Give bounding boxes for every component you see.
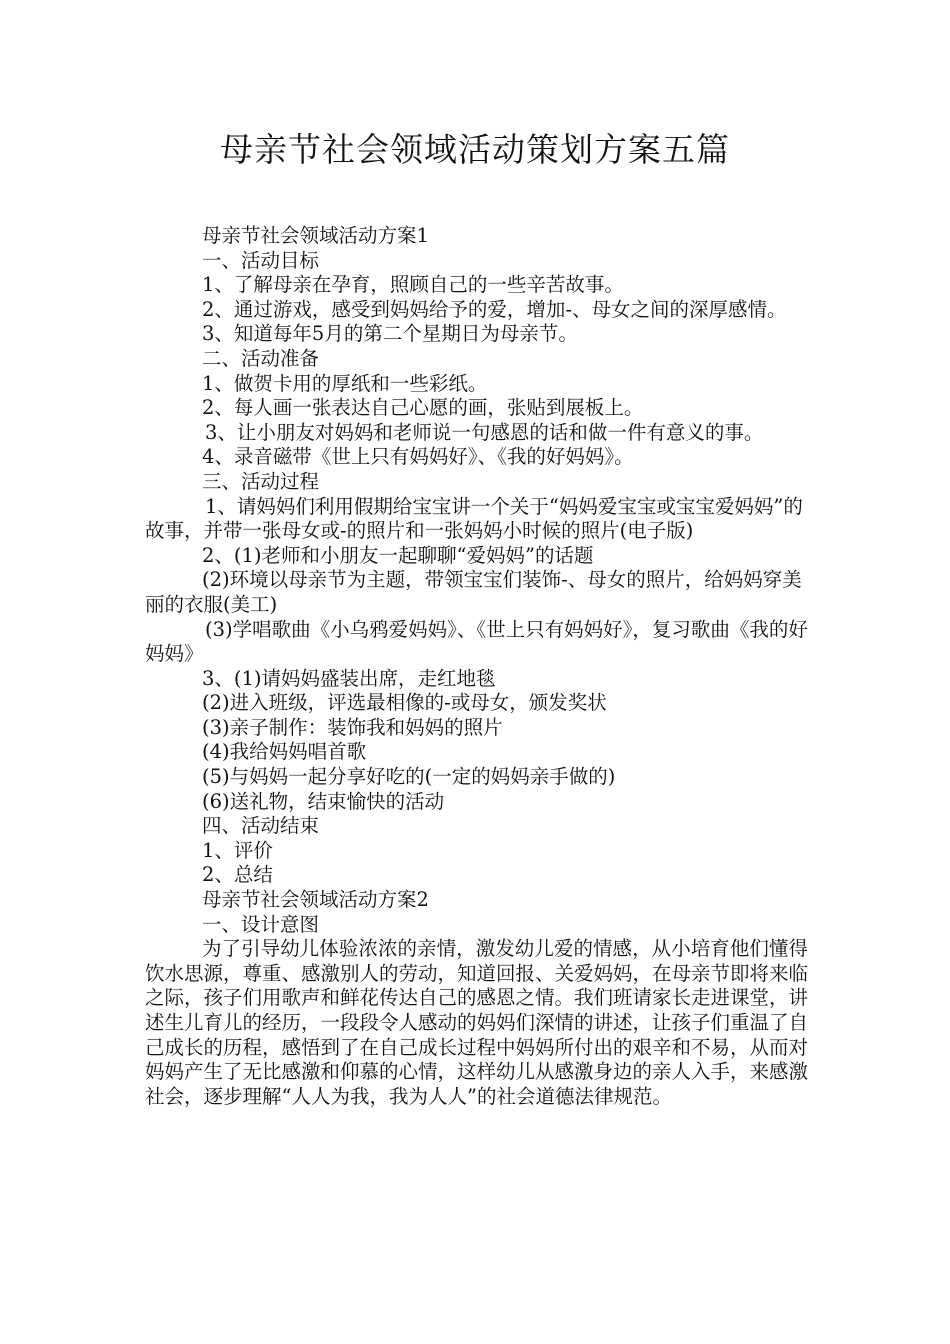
list-item: 2、(1)老师和小朋友一起聊聊“爱妈妈”的话题: [202, 543, 594, 567]
body-paragraph: 为了引导幼儿体验浓浓的亲情，激发幼儿爱的情感，从小培育他们懂得饮水思源，尊重、感激别人的劳动，知道回报、关爱妈妈，在母亲节即将来临之际，孩子们用歌声和鲜花传达自己的感恩之情。我们班请家长走进课堂，讲述生儿育儿的经历，一段段令人感动的妈妈们深情的讲述，让孩子们重温了自己成长的历程，感悟到了在自己成长过程中妈妈所付出的艰辛和不易，从而对妈妈产生了无比感激和仰慕的心情，这样幼儿从感激身边的亲人入手，来感激社会，逐步理解“人人为我，我为人人”的社会道德法律规范。: [145, 937, 809, 1108]
list-item: 3、知道每年5月的第二个星期日为母亲节。: [202, 322, 578, 346]
list-item: 4、录音磁带《世上只有妈妈好》、《我的好妈妈》。: [202, 445, 634, 469]
list-item: (2)环境以母亲节为主题，带领宝宝们装饰-、母女的照片，给妈妈穿美丽的衣服(美工): [145, 568, 802, 616]
subsection-heading: 一、设计意图: [202, 912, 320, 936]
list-item: 1、做贺卡用的厚纸和一些彩纸。: [202, 371, 488, 395]
list-item: 3、(1)请妈妈盛装出席，走红地毯: [202, 666, 496, 690]
document-title: 母亲节社会领域活动策划方案五篇: [220, 130, 730, 169]
list-item: 2、总结: [202, 863, 273, 887]
list-item: (5)与妈妈一起分享好吃的(一定的妈妈亲手做的): [202, 765, 616, 789]
list-item: 1、了解母亲在孕育，照顾自己的一些辛苦故事。: [202, 273, 624, 297]
list-item: (3)学唱歌曲《小乌鸦爱妈妈》、《世上只有妈妈好》，复习歌曲《我的好妈妈》: [145, 617, 808, 666]
list-item: 3、让小朋友对妈妈和老师说一句感恩的话和做一件有意义的事。: [205, 420, 764, 444]
section-heading: 母亲节社会领域活动方案2: [202, 888, 429, 912]
list-item: 1、评价: [202, 838, 273, 862]
list-item: 1、请妈妈们利用假期给宝宝讲一个关于“妈妈爱宝宝或宝宝爱妈妈”的故事，并带一张母女或-的照片和一张妈妈小时候的照片(电子版): [145, 494, 803, 543]
list-item: (4)我给妈妈唱首歌: [202, 740, 367, 764]
section-heading: 母亲节社会领域活动方案1: [202, 224, 429, 247]
subsection-heading: 一、活动目标: [202, 248, 320, 272]
document-body: [145, 224, 808, 1109]
list-item: (6)送礼物，结束愉快的活动: [202, 789, 445, 813]
list-item: (3)亲子制作：装饰我和妈妈的照片: [202, 715, 503, 739]
subsection-heading: 四、活动结束: [202, 814, 320, 838]
list-item: 2、通过游戏，感受到妈妈给予的爱，增加-、母女之间的深厚感情。: [202, 297, 787, 321]
subsection-heading: 三、活动过程: [202, 469, 320, 493]
subsection-heading: 二、活动准备: [202, 346, 320, 370]
list-item: 2、每人画一张表达自己心愿的画，张贴到展板上。: [202, 396, 644, 420]
list-item: (2)进入班级，评选最相像的-或母女，颁发奖状: [202, 691, 607, 715]
